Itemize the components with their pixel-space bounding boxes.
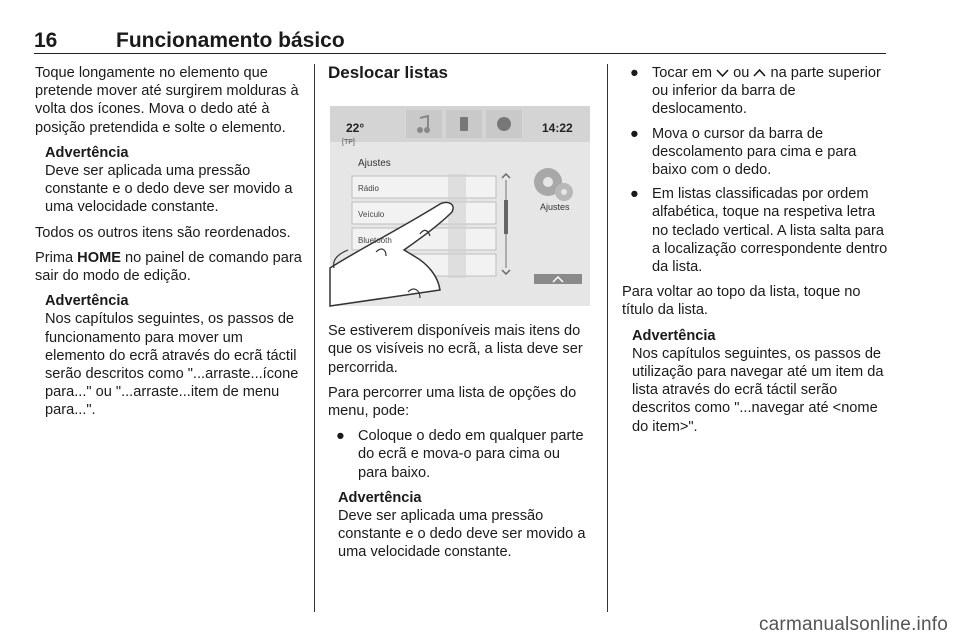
paragraph: Para percorrer uma lista de opções do menu, pode:: [328, 384, 577, 420]
note-text: Nos capítulos seguintes, os passos de utilização para navegar até um item da lista através do ecrã táctil serão descritos como "...navegar até <nome do item>".: [632, 345, 884, 435]
note: [45, 144, 305, 217]
note-text: Nos capítulos seguintes, os passos de funcionamento para mover um elemento do ecrã através do ecrã táctil serão descritos como "...arraste...ícone para..." ou "...arraste...item de menu para...".: [45, 311, 299, 419]
column-divider: [607, 64, 608, 612]
screen-item: Rádio: [358, 184, 379, 194]
note-text: Deve ser aplicada uma pressão constante e o dedo deve ser movido a uma velocidade constante.: [338, 508, 586, 561]
paragraph: Prima HOME no painel de comando para sair do modo de edição.: [35, 249, 302, 285]
screen-tp: [TP]: [342, 139, 355, 147]
section-heading: Deslocar listas: [328, 63, 449, 82]
list-item: ● Coloque o dedo em qualquer parte do ecrã e mova-o para cima ou para baixo.: [336, 428, 584, 481]
page-title: Funcionamento básico: [116, 29, 345, 52]
column-1: [35, 64, 305, 427]
bullet-list: [328, 427, 592, 482]
bullet-icon: ●: [336, 428, 345, 445]
column-divider: [314, 64, 315, 612]
paragraph: Todos os outros itens são reordenados.: [35, 224, 291, 241]
chevron-down-icon: [716, 68, 729, 78]
note-title: Advertência: [45, 144, 129, 161]
touchscreen-illustration: [328, 100, 592, 310]
screen-item: Bluetooth: [358, 236, 392, 246]
column-3: [622, 64, 888, 443]
bullet-icon: ●: [630, 186, 639, 203]
page-header: [34, 29, 886, 54]
note-title: Advertência: [338, 489, 422, 506]
screen-icon-label: Ajustes: [540, 202, 570, 213]
paragraph: Toque longamente no elemento que pretende mover até surgirem molduras à volta dos ícones. Mova o dedo até à posição pretendida e solte o elemento.: [35, 65, 299, 136]
screen-menu-title: Ajustes: [358, 158, 391, 170]
watermark: carmanualsonline.info: [758, 614, 948, 635]
list-item: ● Mova o cursor da barra de descolamento para cima e para baixo com o dedo.: [630, 125, 857, 179]
screen-time: 14:22: [542, 121, 573, 136]
page-number: 16: [34, 29, 58, 52]
list-item: ● Em listas classificadas por ordem alfabética, toque na respetiva letra no teclado vertical. A lista salta para a localização correspondente dentro da lista.: [630, 186, 888, 276]
note-title: Advertência: [45, 293, 129, 310]
note-title: Advertência: [632, 327, 716, 344]
home-key-label: HOME: [77, 249, 121, 266]
list-item: ● Tocar em ou na parte superior ou inferior da barra de deslocamento.: [630, 65, 881, 118]
screen-temp: 22°: [346, 121, 365, 136]
note: [632, 327, 888, 436]
bullet-list: [622, 64, 888, 276]
note: [45, 292, 305, 419]
screen-item: Veículo: [358, 210, 385, 220]
bullet-icon: ●: [630, 125, 639, 142]
paragraph: Para voltar ao topo da lista, toque no título da lista.: [622, 284, 861, 319]
chevron-up-icon: [753, 68, 766, 78]
column-2: [328, 64, 592, 569]
bullet-icon: ●: [630, 65, 639, 81]
note: [338, 489, 592, 562]
paragraph: Se estiverem disponíveis mais itens do que os visíveis no ecrã, a lista deve ser percorrida.: [328, 323, 583, 376]
note-text: Deve ser aplicada uma pressão constante e o dedo deve ser movido a uma velocidade constante.: [45, 163, 293, 216]
